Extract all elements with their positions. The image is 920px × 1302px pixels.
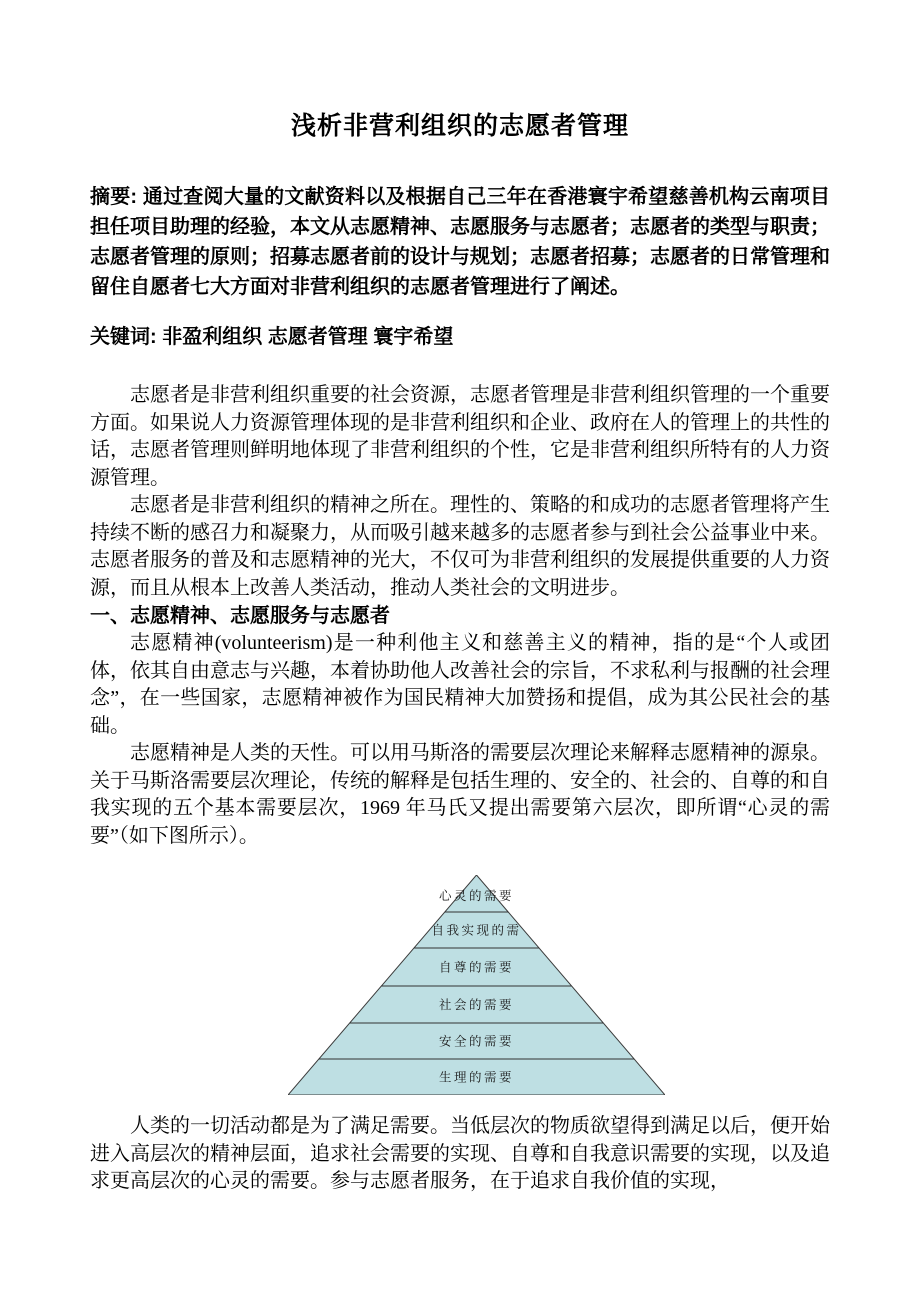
body-paragraph-3: 志愿精神(volunteerism)是一种利他主义和慈善主义的精神，指的是“个人或团体，依其自由意志与兴趣，本着协助他人改善社会的宗旨，不求私利与报酬的社会理念”，在一些国家，志愿精神被作为国民精神大加赞扬和提倡，成为其公民社会的基础。 xyxy=(90,632,830,737)
pyramid-level-self-actualization-label: 自我实现的需 xyxy=(431,923,522,938)
section-heading-1: 一、志愿精神、志愿服务与志愿者 xyxy=(90,605,390,627)
pyramid-level-spirit-label: 心灵的需要 xyxy=(438,889,515,903)
body-paragraph-1: 志愿者是非营利组织重要的社会资源，志愿者管理是非营利组织管理的一个重要方面。如果说人力资源管理体现的是非营利组织和企业、政府在人的管理上的共性的话，志愿者管理则鲜明地体现了非营利组织的个性，它是非营利组织所特有的人力资源管理。 xyxy=(90,384,830,489)
keywords-line: 关键词: 非盈利组织 志愿者管理 寰宇希望 xyxy=(90,326,454,348)
pyramid-level-physiological-label: 生理的需要 xyxy=(438,1070,515,1085)
page-title: 浅析非营利组织的志愿者管理 xyxy=(290,112,629,140)
abstract-paragraph: 摘要: 通过查阅大量的文献资料以及根据自己三年在香港寰宇希望慈善机构云南项目担任项目助理的经验，本文从志愿精神、志愿服务与志愿者；志愿者的类型与职责；志愿者管理的原则；招募志愿者前的设计与规划；志愿者招募；志愿者的日常管理和留住自愿者七大方面对非营利组织的志愿者管理进行了阐述。 xyxy=(90,186,830,298)
pyramid-shape xyxy=(288,875,665,1095)
pyramid-level-safety-label: 安全的需要 xyxy=(438,1034,515,1049)
pyramid-level-esteem-label: 自尊的需要 xyxy=(438,960,515,975)
body-paragraph-5: 人类的一切活动都是为了满足需要。当低层次的物质欲望得到满足以后，便开始进入高层次的精神层面，追求社会需要的实现、自尊和自我意识需要的实现，以及追求更高层次的心灵的需要。参与志愿者服务，在于追求自我价值的实现， xyxy=(90,1115,830,1192)
needs-pyramid-diagram xyxy=(288,875,665,1095)
body-paragraph-2: 志愿者是非营利组织的精神之所在。理性的、策略的和成功的志愿者管理将产生持续不断的感召力和凝聚力，从而吸引越来越多的志愿者参与到社会公益事业中来。志愿者服务的普及和志愿精神的光大，不仅可为非营利组织的发展提供重要的人力资源，而且从根本上改善人类活动，推动人类社会的文明进步。 xyxy=(90,494,830,599)
pyramid-level-social-label: 社会的需要 xyxy=(438,998,515,1012)
body-paragraph-4: 志愿精神是人类的天性。可以用马斯洛的需要层次理论来解释志愿精神的源泉。关于马斯洛需要层次理论，传统的解释是包括生理的、安全的、社会的、自尊的和自我实现的五个基本需要层次，1969 年马氏又提出需要第六层次，即所谓“心灵的需要”（如下图所示）。 xyxy=(90,742,830,847)
pyramid-svg xyxy=(288,875,665,1095)
